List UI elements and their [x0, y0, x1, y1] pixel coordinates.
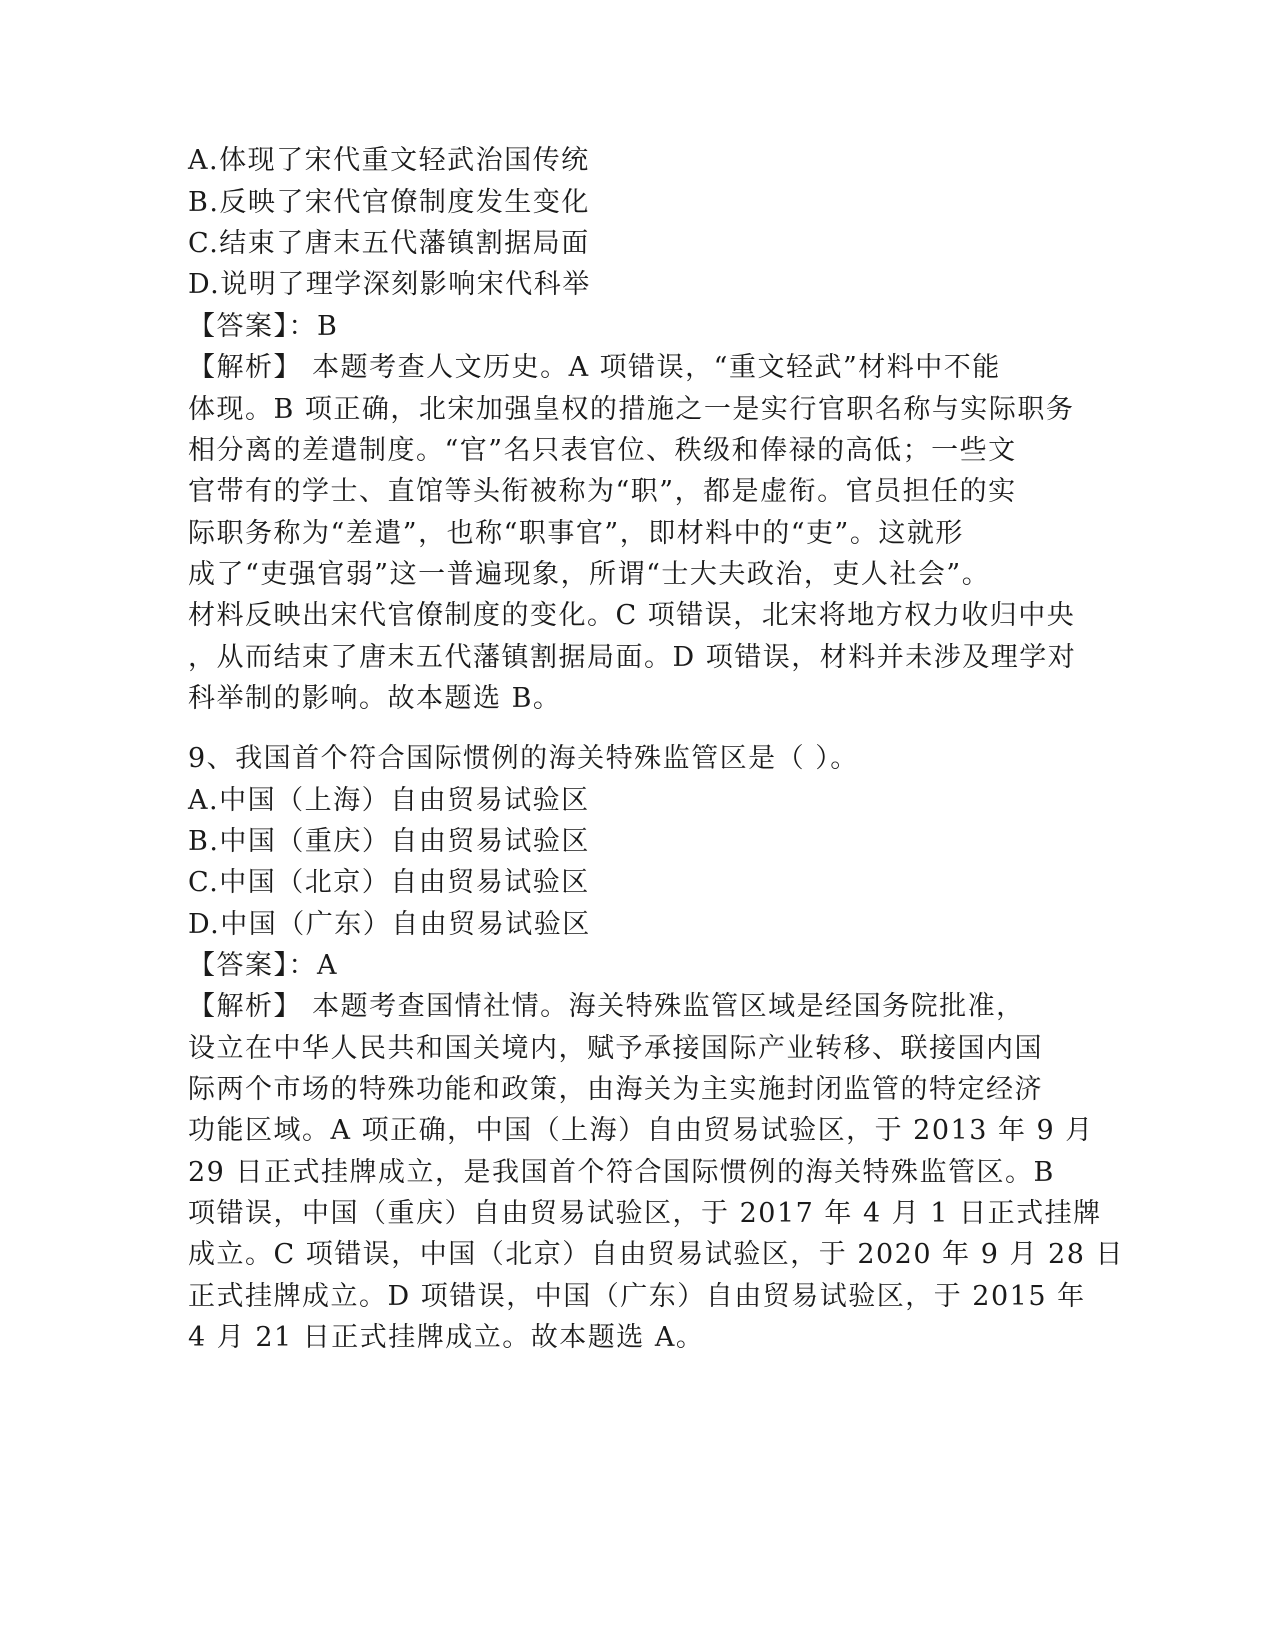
analysis-line: 官带有的学士、直馆等头衔被称为“职”，都是虚衔。官员担任的实	[188, 476, 1017, 507]
analysis-line: 正式挂牌成立。D 项错误，中国（广东）自由贸易试验区，于 2015 年	[188, 1281, 1086, 1312]
analysis-line: 项错误，中国（重庆）自由贸易试验区，于 2017 年 4 月 1 日正式挂牌	[188, 1198, 1102, 1229]
analysis-line: 【解析】 本题考查人文历史。A 项错误，“重文轻武”材料中不能	[188, 352, 1001, 383]
option-a: A.体现了宋代重文轻武治国传统	[188, 145, 590, 176]
analysis-line: 功能区域。A 项正确，中国（上海）自由贸易试验区，于 2013 年 9 月	[188, 1115, 1094, 1146]
answer-line: 【答案】：B	[188, 311, 339, 342]
analysis-line: 科举制的影响。故本题选 B。	[188, 683, 562, 714]
analysis-line: 设立在中华人民共和国关境内，赋予承接国际产业转移、联接国内国	[188, 1033, 1043, 1064]
option-a: A.中国（上海）自由贸易试验区	[188, 785, 590, 816]
analysis-line: 成立。C 项错误，中国（北京）自由贸易试验区，于 2020 年 9 月 28 日	[188, 1239, 1124, 1270]
option-d: D.中国（广东）自由贸易试验区	[188, 909, 591, 940]
option-b: B.中国（重庆）自由贸易试验区	[188, 826, 590, 857]
analysis-line: 材料反映出宋代官僚制度的变化。C 项错误，北宋将地方权力收归中央	[188, 600, 1076, 631]
analysis-line: 成了“吏强官弱”这一普遍现象，所谓“士大夫政治，吏人社会”。	[188, 559, 991, 590]
analysis-line: 29 日正式挂牌成立，是我国首个符合国际惯例的海关特殊监管区。B	[188, 1157, 1055, 1188]
option-b: B.反映了宋代官僚制度发生变化	[188, 187, 590, 218]
option-c: C.中国（北京）自由贸易试验区	[188, 867, 590, 898]
option-d: D.说明了理学深刻影响宋代科举	[188, 269, 591, 300]
analysis-line: ，从而结束了唐末五代藩镇割据局面。D 项错误，材料并未涉及理学对	[188, 642, 1077, 673]
option-c: C.结束了唐末五代藩镇割据局面	[188, 228, 590, 259]
analysis-line: 【解析】 本题考查国情社情。海关特殊监管区域是经国务院批准，	[188, 991, 1025, 1022]
analysis-line: 相分离的差遣制度。“官”名只表官位、秩级和俸禄的高低；一些文	[188, 435, 1017, 466]
answer-line: 【答案】：A	[188, 950, 338, 981]
analysis-line: 4 月 21 日正式挂牌成立。故本题选 A。	[188, 1322, 705, 1353]
analysis-line: 际两个市场的特殊功能和政策，由海关为主实施封闭监管的特定经济	[188, 1074, 1043, 1105]
analysis-line: 际职务称为“差遣”，也称“职事官”，即材料中的“吏”。这就形	[188, 518, 964, 549]
analysis-line: 体现。B 项正确，北宋加强皇权的措施之一是实行官职名称与实际职务	[188, 394, 1075, 425]
question-stem: 9、我国首个符合国际惯例的海关特殊监管区是（ ）。	[188, 743, 859, 774]
